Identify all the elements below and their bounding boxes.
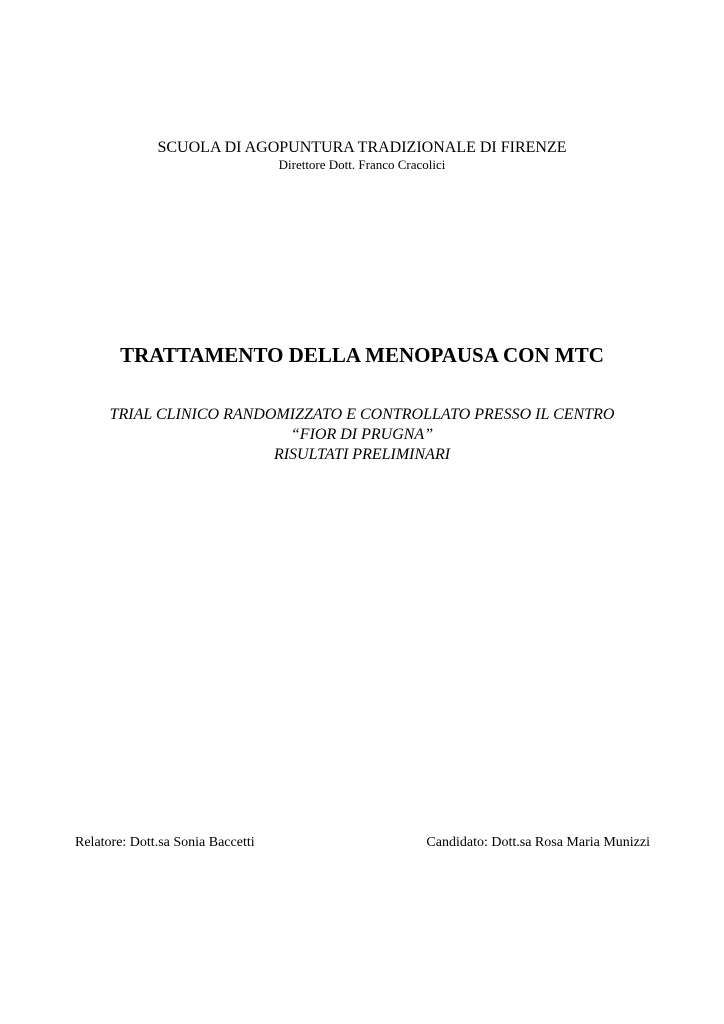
subtitle-line-3: RISULTATI PRELIMINARI (273, 446, 451, 463)
subtitle-line-2: “FIOR DI PRUGNA” (290, 426, 434, 443)
director-line: Direttore Dott. Franco Cracolici (278, 157, 446, 172)
relatore-credit: Relatore: Dott.sa Sonia Baccetti (75, 835, 255, 850)
candidato-credit: Candidato: Dott.sa Rosa Maria Munizzi (426, 835, 650, 850)
subtitle-line-1: TRIAL CLINICO RANDOMIZZATO E CONTROLLATO PRESSO IL CENTRO (109, 406, 615, 423)
school-name: SCUOLA DI AGOPUNTURA TRADIZIONALE DI FIRENZE (157, 139, 567, 156)
thesis-title: TRATTAMENTO DELLA MENOPAUSA CON MTC (120, 343, 604, 367)
